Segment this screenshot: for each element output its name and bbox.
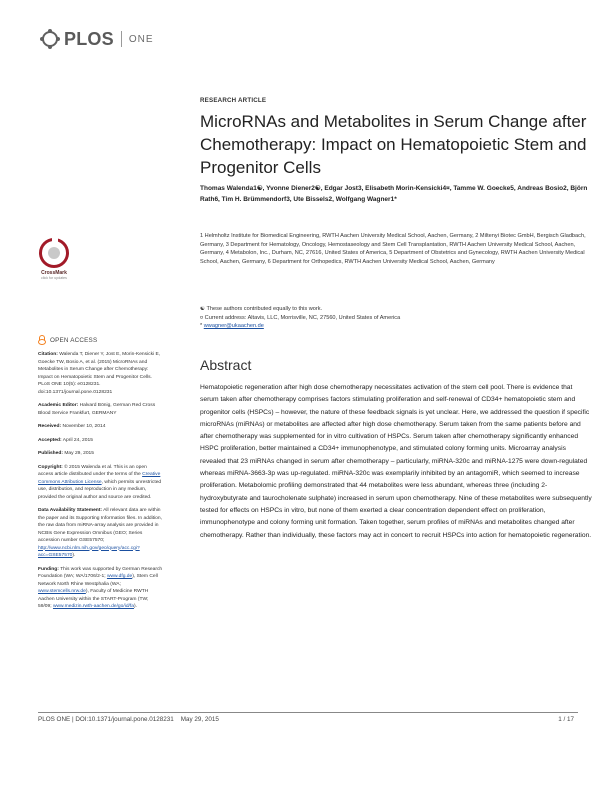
data-availability-end: ). (72, 553, 76, 558)
received-label: Received: (38, 424, 62, 429)
editor-block (38, 402, 163, 417)
funding-text: This work was supported by German Research Foundation (WA; WA/1706/2-1; (38, 566, 163, 579)
corresponding-email-link[interactable]: wwagner@ukaachen.de (203, 323, 264, 329)
crossmark-sublabel: click for updates (41, 276, 67, 280)
funding-text-3: ), Faculty of Medicine RWTH Aachen University within the START-Program (TW; 59/09; (38, 589, 149, 609)
affiliations: 1 Helmholtz Institute for Biomedical Engineering, RWTH Aachen University Medical School, Aachen, Germany, 2 Miltenyi Biotec GmbH, Bergisch Gladbach, Germany, 3 Department for Hematology, Oncology, Hemostaseology and Stem Cell Transplantation, RWTH Aachen University Medical School, Aachen, Germany, 4 Metabolon, Inc., Durham, NC, 27616, United States of America, 5 Department of Obstetrics and Gynecology, RWTH Aachen University Medical School, Aachen, Germany, 6 Department for Orthopedics, RWTH Aachen University Medical School, Aachen, Germany (200, 233, 586, 265)
funding-label: Funding: (38, 566, 59, 572)
published-label: Published: (38, 451, 63, 456)
author-list: Thomas Walenda1☯, Yvonne Diener2☯, Edgar Jost3, Elisabeth Morin-Kensicki4¤, Tamme W. Goecke5, Andreas Bosio2, Björn Rath6, Tim H. Brümmendorf3, Ute Bissels2, Wolfgang Wagner1* (200, 185, 588, 203)
funding-text-4: ). (133, 604, 137, 609)
editor-text: Halvard Bönig, German Red Cross Blood Service Frankfurt, GERMANY (38, 403, 156, 416)
rwth-link[interactable]: www.medizin.rwth-aachen.de/go/id/fa (52, 604, 134, 609)
stemcells-link[interactable]: www.stemcells.nrw.de (38, 589, 86, 594)
crossmark-icon (39, 238, 69, 268)
open-access-badge (38, 335, 97, 345)
corresponding-email-line (200, 322, 590, 331)
email-marker: * (200, 323, 204, 329)
logo-subtext: ONE (128, 33, 154, 45)
data-availability-block (38, 507, 163, 560)
logo-text: PLOS (64, 28, 114, 49)
footer-divider (38, 712, 578, 713)
abstract-heading: Abstract (200, 357, 252, 373)
copyright-text-end: , which permits unrestricted use, distribution, and reproduction in any medium, provided the original author and source are credited. (38, 479, 162, 500)
published-block (38, 450, 163, 458)
accepted-label: Accepted: (38, 437, 62, 443)
geo-link[interactable]: http://www.ncbi.nlm.nih.gov/geo/query/acc.cgi?acc=GSE57570 (38, 545, 140, 558)
equal-contribution-note: ☯ These authors contributed equally to this work. (200, 306, 323, 312)
accepted-block (38, 437, 163, 445)
received-date: November 10, 2014 (61, 424, 106, 429)
abstract-body: Hematopoietic regeneration after high dose chemotherapy necessitates activation of the stem cell pool. There is evidence that serum taken after chemotherapy comprises factors stimulating proliferation and self-renewal of CD34+ hematopoietic stem and progenitor cells (HSPCs) – however, the nature of these feedback signals is yet unclear. Here, we addressed the question if specific microRNAs (miRNAs) or metabolites are affected after high dose chemotherapy. Serum taken from the same patients before and after chemotherapy was supplemented for in vitro cultivation of HSPCs. Serum taken after chemotherapy significantly enhanced HSPC proliferation, better maintained a CD34+ immunophenotype, and stimulated colony forming units. Microarray analysis revealed that 23 miRNAs changed in serum after chemotherapy – particularly, miRNA-320c and miRNA-1275 were down-regulated whereas miRNA-3663-3p was up-regulated. miRNA-320c was exemplarily inhibited by an antagomiR, which seemed to increase proliferation. Metabolomic profiling demonstrated that 44 metabolites were less abundant, whereas three (including 2-hydroxybutyrate and taurocholenate sulphate) increased in serum upon chemotherapy. Nine of these metabolites were subsequently tested for effects on HSPCs in vitro, but none of them exerted a clear concentration dependent effect on proliferation, immunophenotype and colony forming unit formation. Taken together, serum profiles of miRNAs and metabolites changed after chemotherapy. Rather than individually, these factors may act in concert to recruit HSPCs into action for hematopoietic regeneration. (200, 384, 592, 539)
logo-divider (121, 31, 122, 47)
open-access-lock-icon (38, 335, 46, 345)
citation-block (38, 351, 163, 396)
article-type: RESEARCH ARTICLE (200, 97, 267, 104)
plos-one-logo[interactable] (40, 28, 153, 50)
current-address-note: ¤ Current address: Altavis, LLC, Morrisville, NC, 27560, United States of America (200, 314, 401, 321)
citation-label: Citation: (38, 352, 58, 357)
citation-text: Walenda T, Diener Y, Jost E, Morin-Kensicki E, Goecke TW, Bosio A, et al. (2015) MicroRNAs and Metabolites in Serum Change after Chemotherapy: Impact on Hematopoietic Stem and Progenitor Cells. PLoS ONE 10(5): e0128231. doi:10.1371/journal.pone.0128231 (38, 352, 161, 395)
author-notes (200, 305, 590, 331)
copyright-block (38, 464, 163, 502)
license-link[interactable]: Creative Commons Attribution License (38, 472, 161, 485)
crossmark-badge[interactable] (32, 238, 76, 280)
article-title: MicroRNAs and Metabolites in Serum Change after Chemotherapy: Impact on Hematopoietic Stem and Progenitor Cells (200, 112, 587, 177)
accepted-date: April 24, 2015 (61, 437, 93, 443)
page-number: 1 / 17 (558, 716, 574, 723)
copyright-label: Copyright: (38, 464, 63, 470)
copyright-text: © 2015 Walenda et al. This is an open access article distributed under the terms of the (38, 464, 147, 477)
footer-citation: PLOS ONE | DOI:10.1371/journal.pone.0128231 May 29, 2015 (38, 716, 219, 723)
published-date: May 29, 2015 (63, 451, 94, 456)
data-availability-label: Data Availability Statement: (38, 508, 103, 513)
plos-logo-icon (40, 29, 60, 49)
received-block (38, 423, 163, 431)
dfg-link[interactable]: www.dfg.de (106, 574, 133, 579)
open-access-label: OPEN ACCESS (50, 336, 98, 344)
funding-text-2: ), Stem Cell Network North Rhine Westphalia (WA; (38, 574, 158, 587)
funding-block (38, 566, 163, 611)
article-metadata-sidebar (38, 351, 163, 617)
crossmark-label: CrossMark (41, 270, 67, 276)
data-availability-text: All relevant data are within the paper and its Supporting Information files. In addition, the raw data from miRNA-array analysis are provided in NCBIs Gene Expression Omnibus (GEO; Series accession number GSE57570; (38, 508, 162, 543)
editor-label: Academic Editor: (38, 403, 79, 408)
